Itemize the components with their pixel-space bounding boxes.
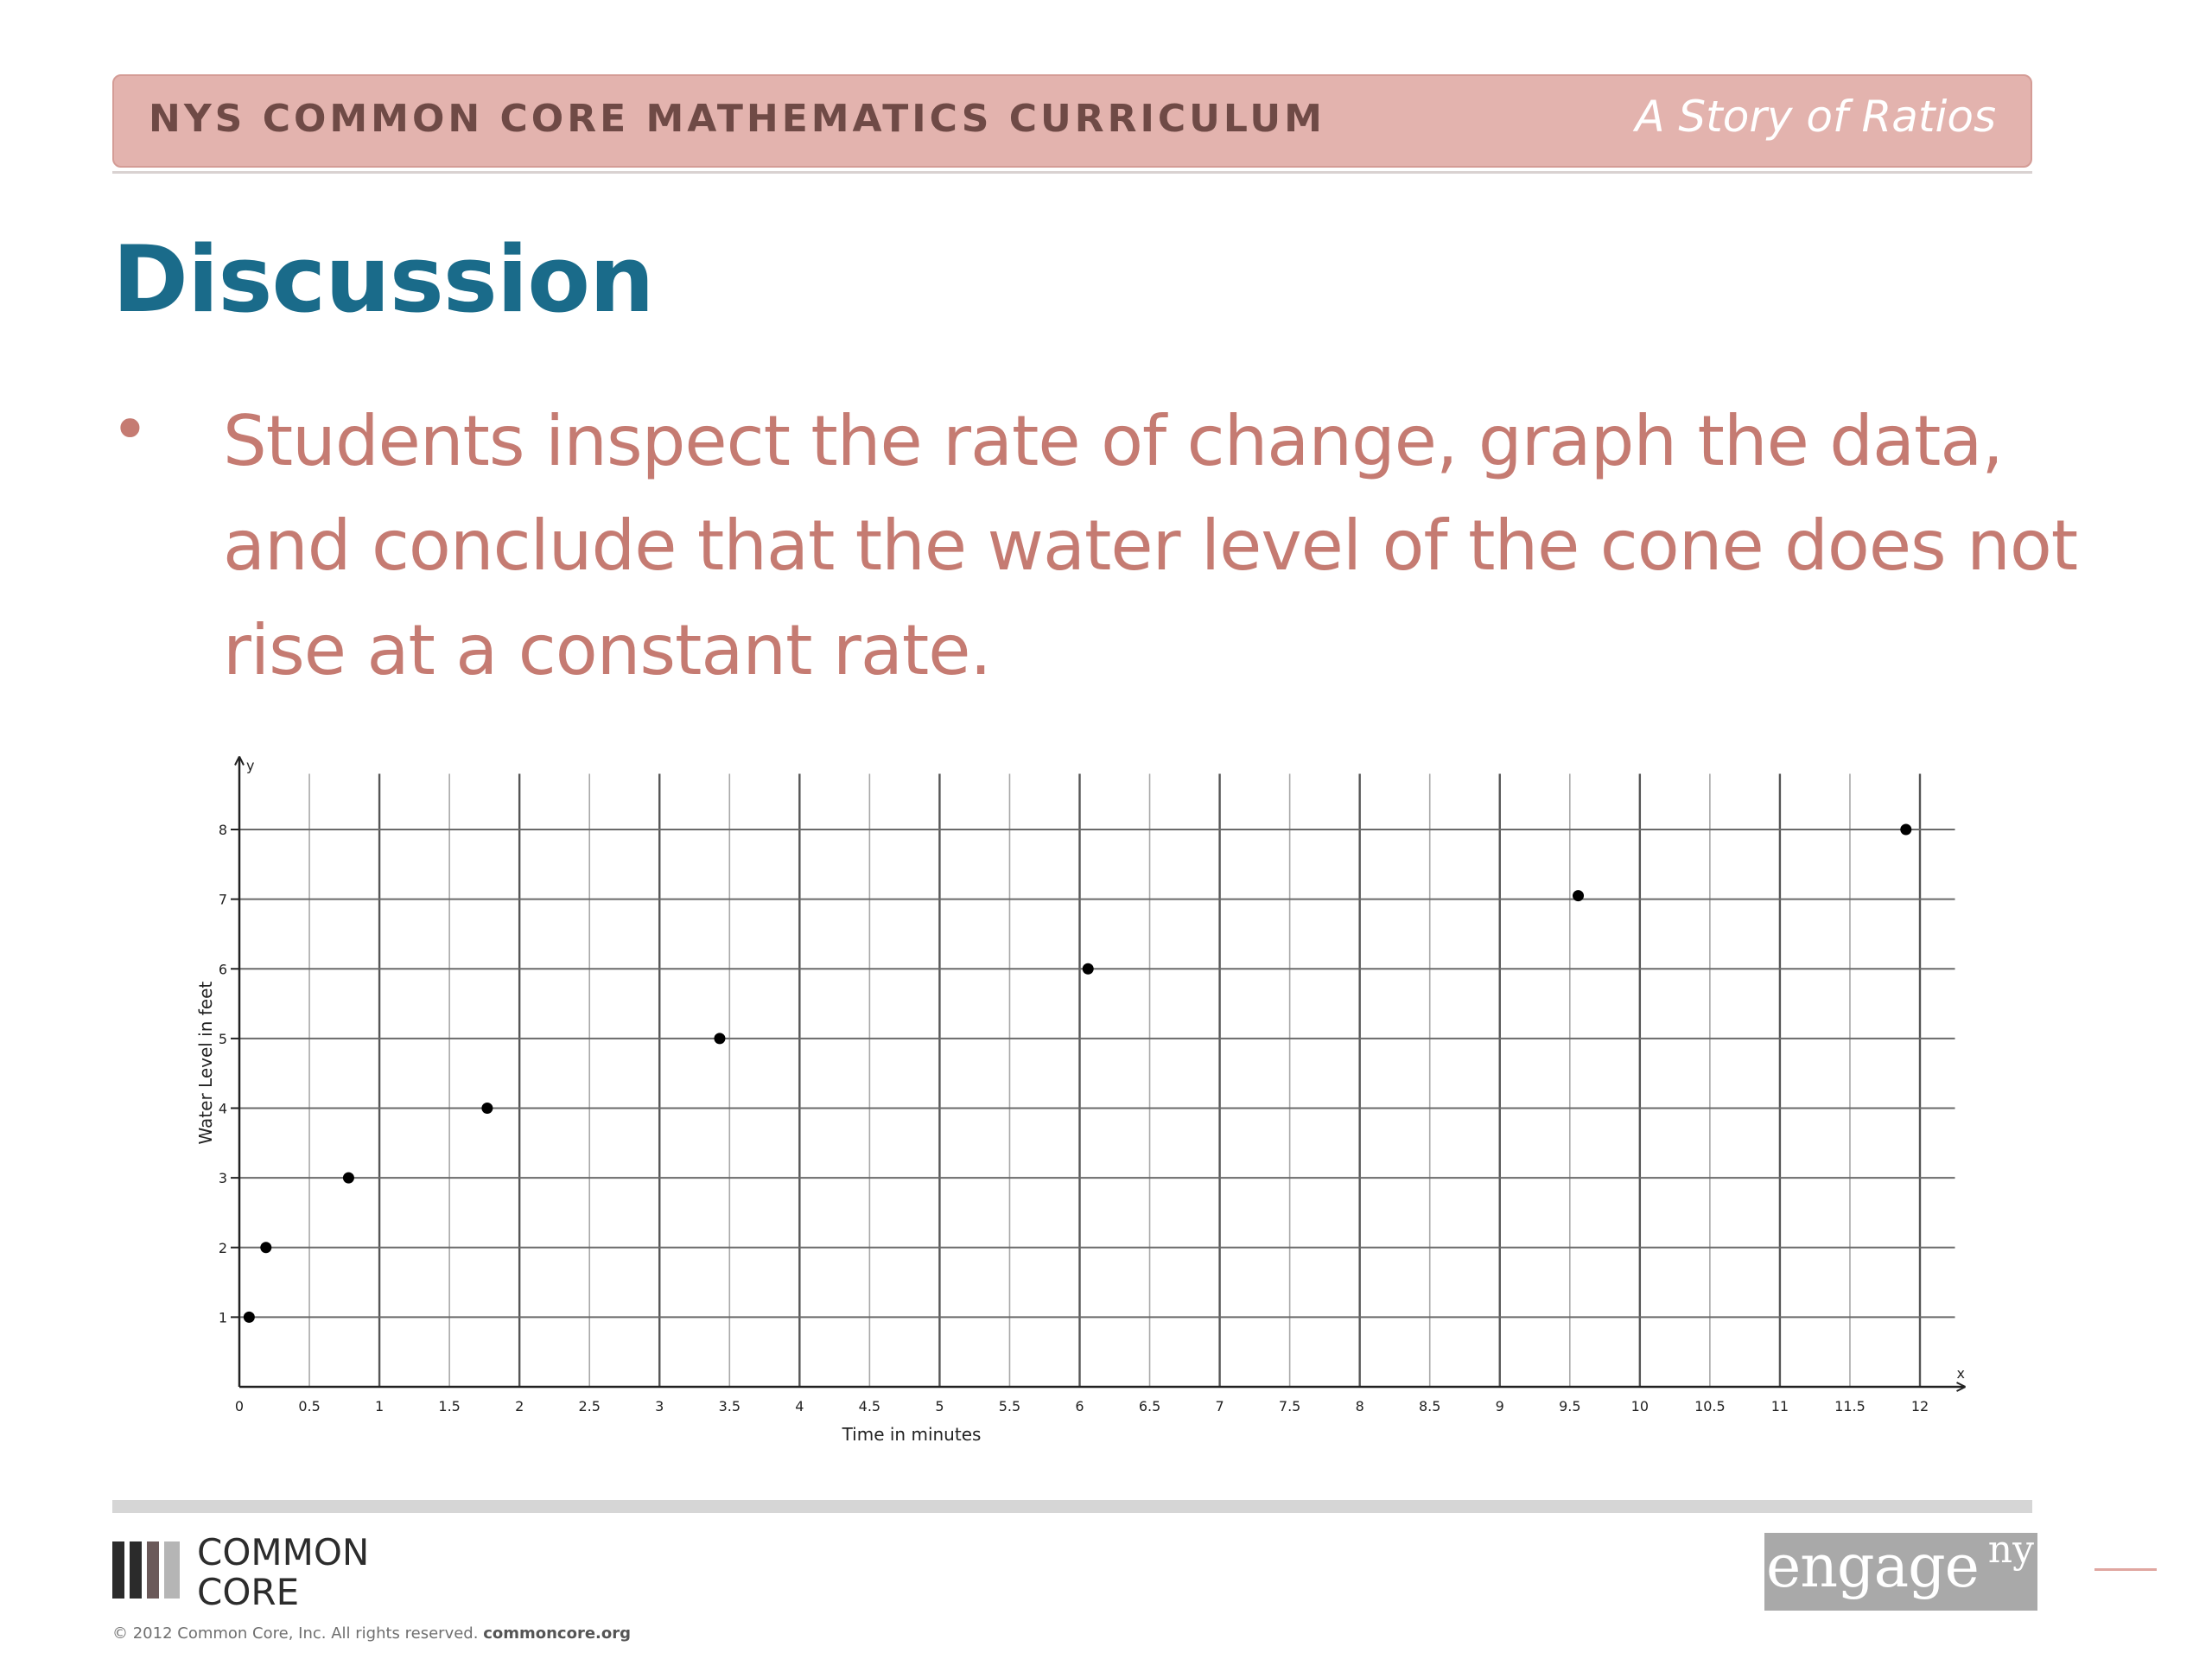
x-tick-label: 12 — [1910, 1398, 1929, 1414]
y-tick-label: 4 — [218, 1100, 227, 1117]
x-tick-label: 9.5 — [1559, 1398, 1581, 1414]
data-point — [260, 1242, 271, 1253]
footer-divider — [112, 1500, 2032, 1513]
x-tick-label: 7 — [1215, 1398, 1224, 1414]
curriculum-title: NYS COMMON CORE MATHEMATICS CURRICULUM — [149, 97, 1325, 141]
x-tick-label: 11.5 — [1834, 1398, 1866, 1414]
data-point — [244, 1312, 255, 1323]
common-core-wordmark — [197, 1533, 369, 1612]
y-tick-label: 6 — [218, 961, 227, 978]
engage-ny-superscript: ny — [1987, 1533, 2034, 1572]
y-tick-label: 7 — [218, 891, 227, 908]
x-axis-letter: x — [1956, 1365, 1965, 1382]
data-point — [481, 1103, 493, 1114]
x-tick-label: 9 — [1495, 1398, 1504, 1414]
copyright-text: © 2012 Common Core, Inc. All rights reserved. — [112, 1624, 479, 1643]
slide-title: Discussion — [112, 226, 654, 333]
x-tick-label: 5.5 — [998, 1398, 1021, 1414]
x-tick-label: 2 — [515, 1398, 524, 1414]
x-tick-label: 11 — [1770, 1398, 1789, 1414]
y-tick-label: 1 — [218, 1309, 227, 1326]
data-point — [343, 1173, 354, 1184]
x-tick-label: 3 — [655, 1398, 664, 1414]
x-tick-label: 3.5 — [718, 1398, 741, 1414]
bullet-text: Students inspect the rate of change, graph the data, and conclude that the water level of the cone does not rise at a constant rate. — [223, 401, 2078, 690]
x-tick-label: 1.5 — [438, 1398, 461, 1414]
x-tick-label: 6 — [1075, 1398, 1084, 1414]
x-tick-label: 0 — [234, 1398, 245, 1414]
copyright-notice — [112, 1624, 631, 1643]
y-tick-label: 5 — [218, 1030, 227, 1047]
logo-line-2: CORE — [197, 1571, 300, 1613]
x-tick-label: 1 — [374, 1398, 385, 1414]
x-tick-label: 6.5 — [1138, 1398, 1161, 1414]
y-axis-title: Water Level in feet — [195, 981, 216, 1145]
x-tick-label: 10 — [1630, 1398, 1649, 1414]
x-tick-label: 4.5 — [858, 1398, 881, 1414]
x-tick-label: 5 — [935, 1398, 944, 1414]
y-tick-label: 8 — [218, 822, 227, 838]
common-core-logo-icon — [112, 1541, 181, 1599]
side-dash — [2094, 1568, 2157, 1571]
copyright-site: commoncore.org — [483, 1624, 632, 1643]
data-point — [714, 1033, 725, 1044]
x-tick-label: 2.5 — [578, 1398, 601, 1414]
x-tick-label: 8.5 — [1418, 1398, 1441, 1414]
x-axis-title: Time in minutes — [842, 1424, 982, 1445]
x-tick-label: 0.5 — [298, 1398, 321, 1414]
y-axis-letter: y — [246, 757, 255, 774]
y-tick-label: 2 — [218, 1239, 227, 1256]
engage-word: engage — [1766, 1533, 1979, 1601]
engageny-logo — [1764, 1533, 2037, 1611]
logo-line-1: COMMON — [197, 1531, 370, 1573]
x-tick-label: 8 — [1355, 1398, 1364, 1414]
data-point — [1083, 963, 1094, 975]
x-tick-label: 4 — [795, 1398, 804, 1414]
x-tick-label: 10.5 — [1694, 1398, 1726, 1414]
data-point — [1900, 824, 1911, 836]
data-point — [1573, 890, 1584, 901]
y-tick-label: 3 — [218, 1170, 227, 1187]
module-title: A Story of Ratios — [1635, 92, 1996, 142]
x-tick-label: 7.5 — [1278, 1398, 1301, 1414]
bullet-dot: • — [111, 391, 149, 467]
